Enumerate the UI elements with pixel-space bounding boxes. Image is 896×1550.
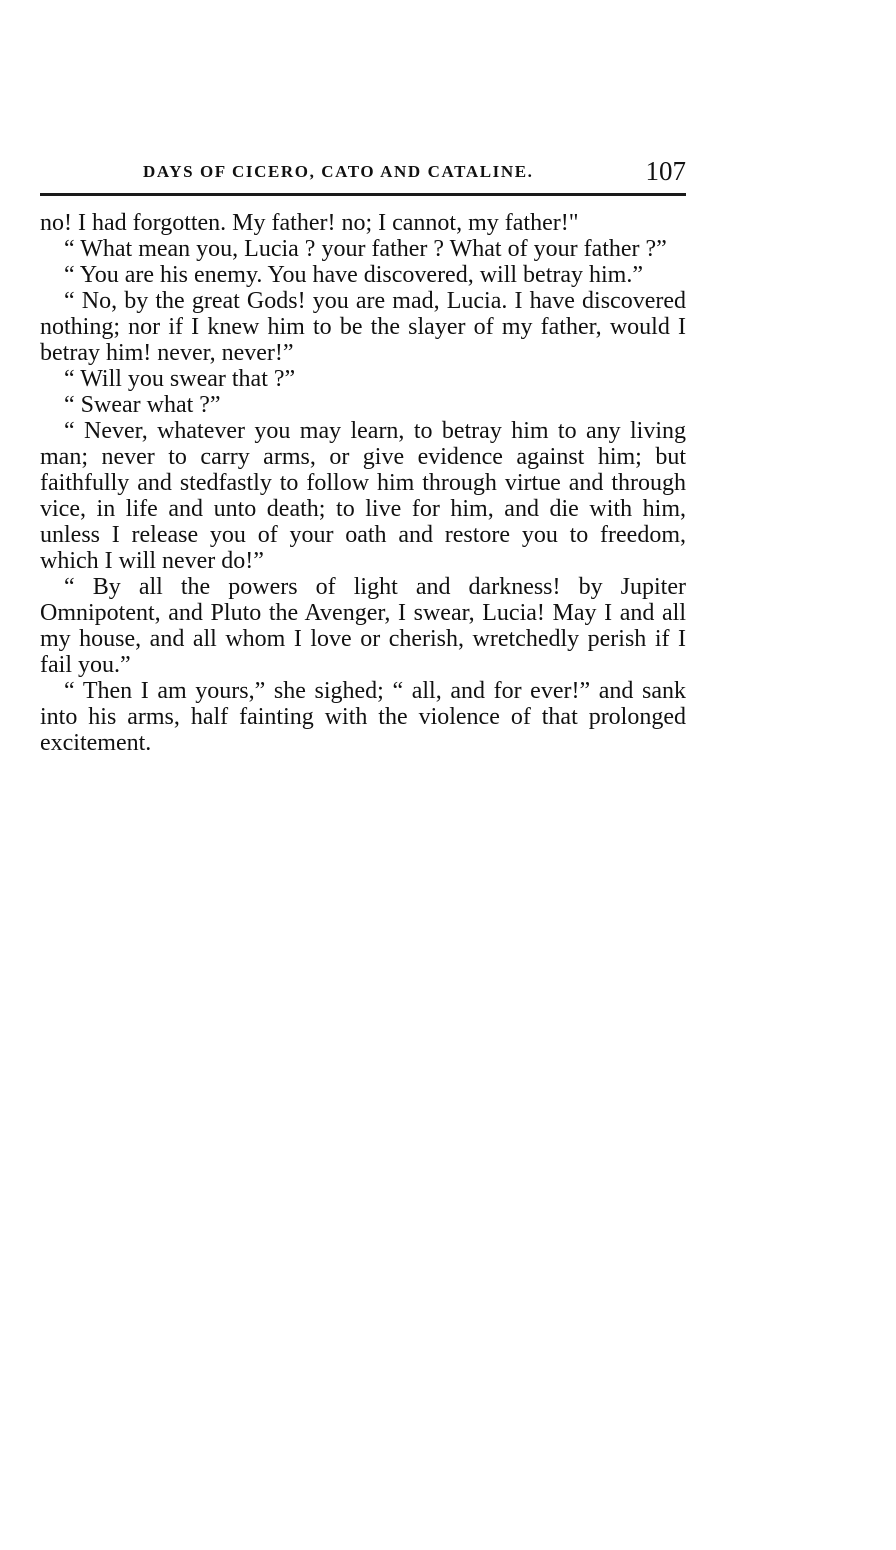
paragraph-2: “ What mean you, Lucia ? your father ? What of your father ?” (64, 236, 667, 262)
paragraph-4: “ No, by the great Gods! you are mad, Lucia. I have discovered nothing; nor if I knew him to be the slayer of my father, would I betray him! never, never!” (40, 288, 686, 366)
paragraph-7: “ Never, whatever you may learn, to betray him to any living man; never to carry arms, or give evidence against him; but faithfully and stedfastly to follow him through virtue and through vice, in life and unto death; to live for him, and die with him, unless I release you of your oath and restore you to freedom, which I will never do!” (40, 418, 686, 574)
header-rule (40, 193, 686, 196)
paragraph-1: no! I had forgotten. My father! no; I cannot, my father!" (40, 210, 579, 236)
running-head (40, 150, 686, 192)
body-text (40, 210, 686, 756)
paragraph-5: “ Will you swear that ?” (64, 366, 296, 392)
page-number: 107 (645, 156, 686, 186)
book-page (40, 150, 686, 756)
paragraph-8: “ By all the powers of light and darkness! by Jupiter Omnipotent, and Pluto the Avenger, I swear, Lucia! May I and all my house, and all whom I love or cherish, wretchedly perish if I fail you.” (40, 574, 686, 678)
paragraph-3: “ You are his enemy. You have discovered, will betray him.” (64, 262, 643, 288)
paragraph-9: “ Then I am yours,” she sighed; “ all, and for ever!” and sank into his arms, half fainting with the violence of that prolonged excitement. (40, 678, 686, 756)
running-title: DAYS OF CICERO, CATO AND CATALINE. (143, 162, 534, 181)
paragraph-6: “ Swear what ?” (64, 392, 221, 418)
